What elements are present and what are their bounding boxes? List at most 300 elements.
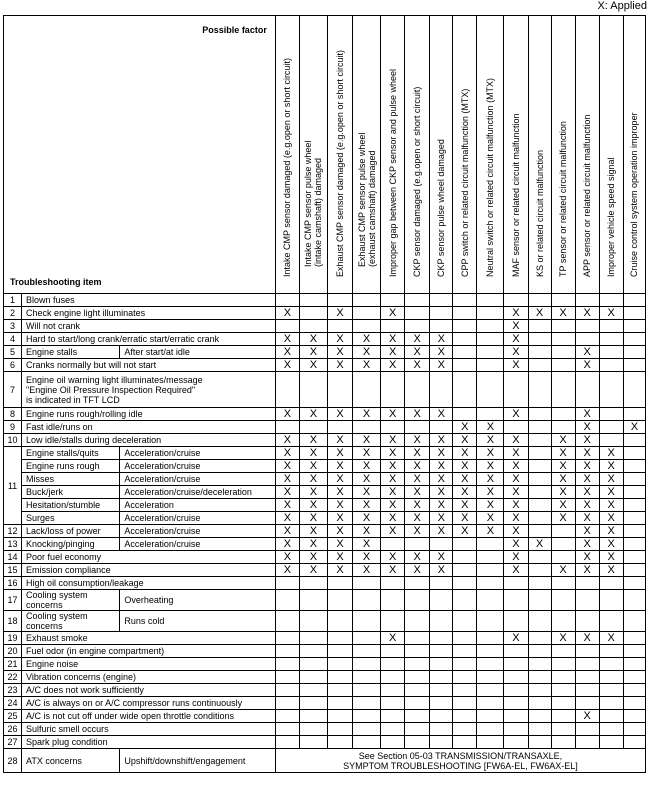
factor-mark-cell: X xyxy=(504,551,528,564)
factor-mark-cell: X xyxy=(381,564,405,577)
legend: X: Applied xyxy=(597,0,647,12)
factor-mark-cell: X xyxy=(575,525,599,538)
factor-header xyxy=(453,16,477,294)
factor-mark-cell: X xyxy=(353,538,381,551)
factor-mark-cell: X xyxy=(299,460,327,473)
factor-mark-cell: X xyxy=(405,434,430,447)
factor-mark-cell xyxy=(327,671,352,684)
factor-mark-cell xyxy=(504,710,528,723)
factor-mark-cell xyxy=(430,372,453,408)
factor-mark-cell: X xyxy=(575,538,599,551)
factor-mark-cell: X xyxy=(353,512,381,525)
factor-mark-cell xyxy=(405,684,430,697)
factor-header xyxy=(405,16,430,294)
row-number: 8 xyxy=(4,408,22,421)
factor-mark-cell: X xyxy=(381,512,405,525)
row-item: ATX concerns xyxy=(22,749,120,773)
factor-mark-cell xyxy=(353,611,381,632)
factor-mark-cell xyxy=(528,736,551,749)
row-item: Lack/loss of power xyxy=(22,525,120,538)
factor-mark-cell xyxy=(599,421,623,434)
factor-mark-cell: X xyxy=(405,512,430,525)
factor-mark-cell: X xyxy=(327,346,352,359)
factor-mark-cell xyxy=(528,564,551,577)
factor-mark-cell xyxy=(528,611,551,632)
row-item: High oil consumption/leakage xyxy=(22,577,276,590)
factor-header xyxy=(327,16,352,294)
row-number: 2 xyxy=(4,307,22,320)
factor-mark-cell xyxy=(528,710,551,723)
factor-mark-cell xyxy=(430,697,453,710)
factor-mark-cell: X xyxy=(430,447,453,460)
factor-mark-cell: X xyxy=(477,421,504,434)
factor-mark-cell: X xyxy=(299,447,327,460)
header-corner-cell xyxy=(4,16,276,294)
factor-mark-cell: X xyxy=(551,499,575,512)
row-item: Engine runs rough xyxy=(22,460,120,473)
factor-mark-cell xyxy=(453,359,477,372)
factor-mark-cell xyxy=(405,577,430,590)
factor-mark-cell: X xyxy=(477,499,504,512)
factor-mark-cell xyxy=(551,525,575,538)
factor-mark-cell: X xyxy=(275,434,299,447)
factor-mark-cell xyxy=(599,736,623,749)
factor-mark-cell: X xyxy=(327,512,352,525)
factor-mark-cell xyxy=(504,421,528,434)
row-condition: Acceleration/cruise xyxy=(120,538,275,551)
factor-mark-cell xyxy=(551,538,575,551)
factor-mark-cell xyxy=(551,671,575,684)
factor-mark-cell: X xyxy=(504,434,528,447)
factor-mark-cell xyxy=(477,564,504,577)
factor-mark-cell xyxy=(623,486,645,499)
factor-mark-cell xyxy=(551,611,575,632)
factor-mark-cell xyxy=(477,611,504,632)
factor-mark-cell xyxy=(599,710,623,723)
table-row xyxy=(4,611,646,632)
row-item: Engine stalls xyxy=(22,346,120,359)
factor-mark-cell: X xyxy=(299,512,327,525)
factor-mark-cell xyxy=(405,658,430,671)
row-condition: Runs cold xyxy=(120,611,275,632)
factor-mark-cell xyxy=(599,611,623,632)
row-item: Buck/jerk xyxy=(22,486,120,499)
factor-mark-cell: X xyxy=(405,447,430,460)
factor-mark-cell xyxy=(528,372,551,408)
factor-mark-cell: X xyxy=(599,499,623,512)
row-number: 14 xyxy=(4,551,22,564)
factor-mark-cell xyxy=(453,320,477,333)
factor-mark-cell xyxy=(477,710,504,723)
row-number: 25 xyxy=(4,710,22,723)
factor-mark-cell: X xyxy=(275,307,299,320)
factor-mark-cell: X xyxy=(353,346,381,359)
factor-mark-cell: X xyxy=(381,346,405,359)
factor-mark-cell xyxy=(453,684,477,697)
factor-mark-cell xyxy=(504,577,528,590)
factor-header xyxy=(299,16,327,294)
factor-mark-cell xyxy=(405,632,430,645)
factor-mark-cell xyxy=(504,645,528,658)
factor-mark-cell: X xyxy=(327,434,352,447)
factor-mark-cell xyxy=(528,447,551,460)
factor-mark-cell xyxy=(327,372,352,408)
row-number: 9 xyxy=(4,421,22,434)
factor-mark-cell: X xyxy=(453,473,477,486)
factor-mark-cell: X xyxy=(327,333,352,346)
factor-mark-cell: X xyxy=(551,307,575,320)
factor-mark-cell: X xyxy=(299,434,327,447)
possible-factor-label: Possible factor xyxy=(202,25,267,35)
factor-mark-cell xyxy=(623,564,645,577)
row-item: Will not crank xyxy=(22,320,276,333)
row-condition: Upshift/downshift/engagement xyxy=(120,749,275,773)
factor-mark-cell: X xyxy=(504,333,528,346)
factor-mark-cell xyxy=(453,697,477,710)
factor-mark-cell: X xyxy=(453,512,477,525)
factor-mark-cell xyxy=(528,590,551,611)
row-item: Check engine light illuminates xyxy=(22,307,276,320)
factor-mark-cell xyxy=(477,359,504,372)
table-row xyxy=(4,372,646,408)
factor-mark-cell xyxy=(353,697,381,710)
row-number: 20 xyxy=(4,645,22,658)
table-row xyxy=(4,632,646,645)
factor-label: Cruise control system operation improper xyxy=(629,112,640,277)
factor-mark-cell: X xyxy=(353,473,381,486)
factor-mark-cell: X xyxy=(405,473,430,486)
factor-mark-cell: X xyxy=(477,486,504,499)
factor-mark-cell: X xyxy=(528,307,551,320)
table-row xyxy=(4,697,646,710)
factor-mark-cell xyxy=(299,684,327,697)
factor-mark-cell: X xyxy=(275,551,299,564)
factor-mark-cell: X xyxy=(575,434,599,447)
factor-mark-cell: X xyxy=(575,551,599,564)
factor-mark-cell: X xyxy=(575,346,599,359)
factor-mark-cell xyxy=(453,658,477,671)
factor-mark-cell xyxy=(477,333,504,346)
factor-mark-cell: X xyxy=(528,538,551,551)
factor-mark-cell: X xyxy=(299,564,327,577)
factor-mark-cell: X xyxy=(477,525,504,538)
factor-mark-cell xyxy=(575,736,599,749)
table-row xyxy=(4,525,646,538)
row-number: 6 xyxy=(4,359,22,372)
factor-mark-cell xyxy=(453,577,477,590)
factor-mark-cell xyxy=(528,486,551,499)
factor-mark-cell: X xyxy=(430,359,453,372)
factor-mark-cell xyxy=(551,736,575,749)
row-condition: Acceleration/cruise xyxy=(120,447,275,460)
factor-mark-cell xyxy=(528,434,551,447)
row-condition: Acceleration/cruise xyxy=(120,460,275,473)
factor-mark-cell xyxy=(381,372,405,408)
factor-mark-cell xyxy=(575,723,599,736)
factor-mark-cell xyxy=(275,577,299,590)
factor-mark-cell xyxy=(599,723,623,736)
factor-mark-cell xyxy=(299,320,327,333)
factor-mark-cell xyxy=(405,736,430,749)
factor-mark-cell: X xyxy=(477,512,504,525)
factor-mark-cell: X xyxy=(575,632,599,645)
table-row xyxy=(4,749,646,773)
factor-mark-cell: X xyxy=(430,473,453,486)
factor-mark-cell xyxy=(599,346,623,359)
factor-mark-cell: X xyxy=(575,499,599,512)
factor-mark-cell: X xyxy=(599,460,623,473)
factor-mark-cell: X xyxy=(504,512,528,525)
factor-mark-cell xyxy=(575,684,599,697)
factor-label: APP sensor or related circuit malfunction xyxy=(582,114,593,277)
factor-mark-cell xyxy=(430,684,453,697)
table-row xyxy=(4,447,646,460)
row-condition: Acceleration xyxy=(120,499,275,512)
table-row xyxy=(4,408,646,421)
factor-mark-cell: X xyxy=(275,333,299,346)
factor-mark-cell xyxy=(477,658,504,671)
factor-mark-cell xyxy=(551,684,575,697)
factor-mark-cell xyxy=(551,320,575,333)
factor-mark-cell xyxy=(599,645,623,658)
factor-mark-cell xyxy=(623,512,645,525)
factor-mark-cell xyxy=(353,645,381,658)
row-number: 19 xyxy=(4,632,22,645)
row-item: A/C is always on or A/C compressor runs continuously xyxy=(22,697,276,710)
factor-mark-cell: X xyxy=(275,473,299,486)
factor-mark-cell: X xyxy=(299,359,327,372)
row-condition: After start/at idle xyxy=(120,346,275,359)
factor-mark-cell xyxy=(353,723,381,736)
row-item: Hard to start/long crank/erratic start/erratic crank xyxy=(22,333,276,346)
factor-mark-cell: X xyxy=(575,359,599,372)
factor-mark-cell xyxy=(430,723,453,736)
factor-mark-cell xyxy=(528,658,551,671)
factor-mark-cell xyxy=(599,658,623,671)
factor-mark-cell xyxy=(623,736,645,749)
factor-mark-cell xyxy=(353,736,381,749)
factor-mark-cell xyxy=(453,564,477,577)
factor-mark-cell xyxy=(430,632,453,645)
factor-mark-cell xyxy=(430,294,453,307)
factor-mark-cell xyxy=(551,421,575,434)
factor-mark-cell xyxy=(599,671,623,684)
factor-mark-cell: X xyxy=(275,499,299,512)
factor-mark-cell xyxy=(575,372,599,408)
factor-mark-cell xyxy=(623,632,645,645)
factor-mark-cell xyxy=(551,408,575,421)
factor-mark-cell: X xyxy=(477,460,504,473)
factor-label: Improper gap between CKP sensor and pulse wheel xyxy=(387,69,398,277)
factor-mark-cell xyxy=(551,697,575,710)
factor-mark-cell xyxy=(353,577,381,590)
factor-mark-cell: X xyxy=(275,512,299,525)
factor-mark-cell: X xyxy=(504,320,528,333)
factor-mark-cell xyxy=(504,372,528,408)
factor-mark-cell xyxy=(504,658,528,671)
factor-mark-cell xyxy=(599,590,623,611)
factor-mark-cell xyxy=(528,577,551,590)
factor-mark-cell: X xyxy=(623,421,645,434)
factor-header xyxy=(575,16,599,294)
factor-header xyxy=(599,16,623,294)
row-number: 23 xyxy=(4,684,22,697)
factor-mark-cell xyxy=(381,723,405,736)
factor-mark-cell xyxy=(275,632,299,645)
factor-mark-cell xyxy=(623,710,645,723)
factor-mark-cell xyxy=(528,333,551,346)
factor-mark-cell xyxy=(453,723,477,736)
factor-mark-cell: X xyxy=(327,359,352,372)
factor-mark-cell xyxy=(381,577,405,590)
factor-mark-cell xyxy=(623,447,645,460)
factor-mark-cell: X xyxy=(405,346,430,359)
factor-mark-cell xyxy=(599,372,623,408)
factor-mark-cell xyxy=(353,658,381,671)
factor-mark-cell xyxy=(299,736,327,749)
factor-mark-cell: X xyxy=(430,564,453,577)
factor-mark-cell: X xyxy=(575,473,599,486)
table-row xyxy=(4,723,646,736)
factor-mark-cell xyxy=(575,294,599,307)
factor-mark-cell: X xyxy=(430,486,453,499)
factor-mark-cell xyxy=(405,710,430,723)
factor-mark-cell xyxy=(504,723,528,736)
factor-mark-cell xyxy=(430,736,453,749)
factor-label: Exhaust CMP sensor damaged (e.g.open or short circuit) xyxy=(335,50,345,277)
row-item: Vibration concerns (engine) xyxy=(22,671,276,684)
row-item: Spark plug condition xyxy=(22,736,276,749)
factor-mark-cell xyxy=(477,723,504,736)
factor-header xyxy=(430,16,453,294)
factor-mark-cell xyxy=(477,372,504,408)
factor-mark-cell xyxy=(327,658,352,671)
factor-mark-cell xyxy=(299,307,327,320)
factor-mark-cell xyxy=(623,333,645,346)
row-item: Engine stalls/quits xyxy=(22,447,120,460)
table-row xyxy=(4,538,646,551)
factor-mark-cell xyxy=(453,590,477,611)
table-row xyxy=(4,307,646,320)
factor-mark-cell xyxy=(430,538,453,551)
factor-mark-cell: X xyxy=(477,434,504,447)
factor-mark-cell xyxy=(528,551,551,564)
factor-mark-cell xyxy=(327,611,352,632)
factor-mark-cell xyxy=(381,658,405,671)
factor-mark-cell xyxy=(551,658,575,671)
factor-mark-cell xyxy=(528,421,551,434)
factor-mark-cell xyxy=(299,590,327,611)
factor-mark-cell: X xyxy=(430,551,453,564)
factor-mark-cell xyxy=(327,421,352,434)
factor-mark-cell xyxy=(623,434,645,447)
row-item: Engine oil warning light illuminates/message "Engine Oil Pressure Inspection Required" is indicated in TFT LCD xyxy=(22,372,276,408)
factor-mark-cell xyxy=(381,645,405,658)
factor-mark-cell xyxy=(327,697,352,710)
factor-mark-cell xyxy=(299,611,327,632)
factor-mark-cell xyxy=(275,294,299,307)
row-item: Fast idle/runs on xyxy=(22,421,276,434)
row-number: 16 xyxy=(4,577,22,590)
factor-mark-cell xyxy=(327,632,352,645)
factor-mark-cell xyxy=(275,372,299,408)
factor-mark-cell xyxy=(353,710,381,723)
factor-mark-cell xyxy=(623,577,645,590)
row-number: 7 xyxy=(4,372,22,408)
factor-header xyxy=(528,16,551,294)
factor-mark-cell: X xyxy=(381,307,405,320)
table-row xyxy=(4,333,646,346)
row-number: 12 xyxy=(4,525,22,538)
factor-mark-cell xyxy=(299,577,327,590)
factor-mark-cell: X xyxy=(477,447,504,460)
factor-mark-cell xyxy=(453,736,477,749)
factor-mark-cell: X xyxy=(353,408,381,421)
factor-mark-cell xyxy=(528,359,551,372)
factor-mark-cell: X xyxy=(453,525,477,538)
factor-mark-cell: X xyxy=(453,421,477,434)
factor-mark-cell xyxy=(528,671,551,684)
factor-mark-cell xyxy=(405,372,430,408)
table-row xyxy=(4,473,646,486)
factor-mark-cell xyxy=(477,736,504,749)
factor-mark-cell xyxy=(477,684,504,697)
factor-mark-cell xyxy=(528,512,551,525)
factor-mark-cell: X xyxy=(381,525,405,538)
factor-label: TP sensor or related circuit malfunction xyxy=(558,121,569,277)
factor-mark-cell xyxy=(327,710,352,723)
factor-mark-cell xyxy=(623,473,645,486)
factor-mark-cell: X xyxy=(551,564,575,577)
factor-mark-cell xyxy=(599,333,623,346)
factor-mark-cell xyxy=(275,590,299,611)
factor-mark-cell: X xyxy=(599,538,623,551)
factor-mark-cell xyxy=(528,473,551,486)
table-row xyxy=(4,434,646,447)
row-number: 3 xyxy=(4,320,22,333)
factor-mark-cell xyxy=(623,723,645,736)
factor-mark-cell xyxy=(528,499,551,512)
factor-mark-cell xyxy=(623,372,645,408)
factor-mark-cell xyxy=(599,684,623,697)
factor-mark-cell xyxy=(575,658,599,671)
factor-mark-cell: X xyxy=(353,434,381,447)
factor-label: Neutral switch or related circuit malfunction (MTX) xyxy=(485,77,496,277)
factor-mark-cell: X xyxy=(299,333,327,346)
factor-mark-cell xyxy=(430,577,453,590)
factor-mark-cell xyxy=(477,697,504,710)
factor-mark-cell: X xyxy=(575,447,599,460)
table-row xyxy=(4,671,646,684)
factor-mark-cell xyxy=(623,590,645,611)
row-number: 11 xyxy=(4,447,22,525)
factor-mark-cell xyxy=(453,408,477,421)
factor-mark-cell: X xyxy=(405,333,430,346)
row-item: Fuel odor (in engine compartment) xyxy=(22,645,276,658)
factor-mark-cell xyxy=(528,645,551,658)
factor-mark-cell xyxy=(353,307,381,320)
factor-header xyxy=(477,16,504,294)
factor-mark-cell: X xyxy=(381,333,405,346)
factor-mark-cell: X xyxy=(275,564,299,577)
factor-mark-cell: X xyxy=(275,486,299,499)
row-item: Engine runs rough/rolling idle xyxy=(22,408,276,421)
factor-mark-cell: X xyxy=(575,486,599,499)
factor-mark-cell: X xyxy=(599,512,623,525)
factor-mark-cell: X xyxy=(504,499,528,512)
table-row xyxy=(4,564,646,577)
factor-mark-cell xyxy=(477,538,504,551)
